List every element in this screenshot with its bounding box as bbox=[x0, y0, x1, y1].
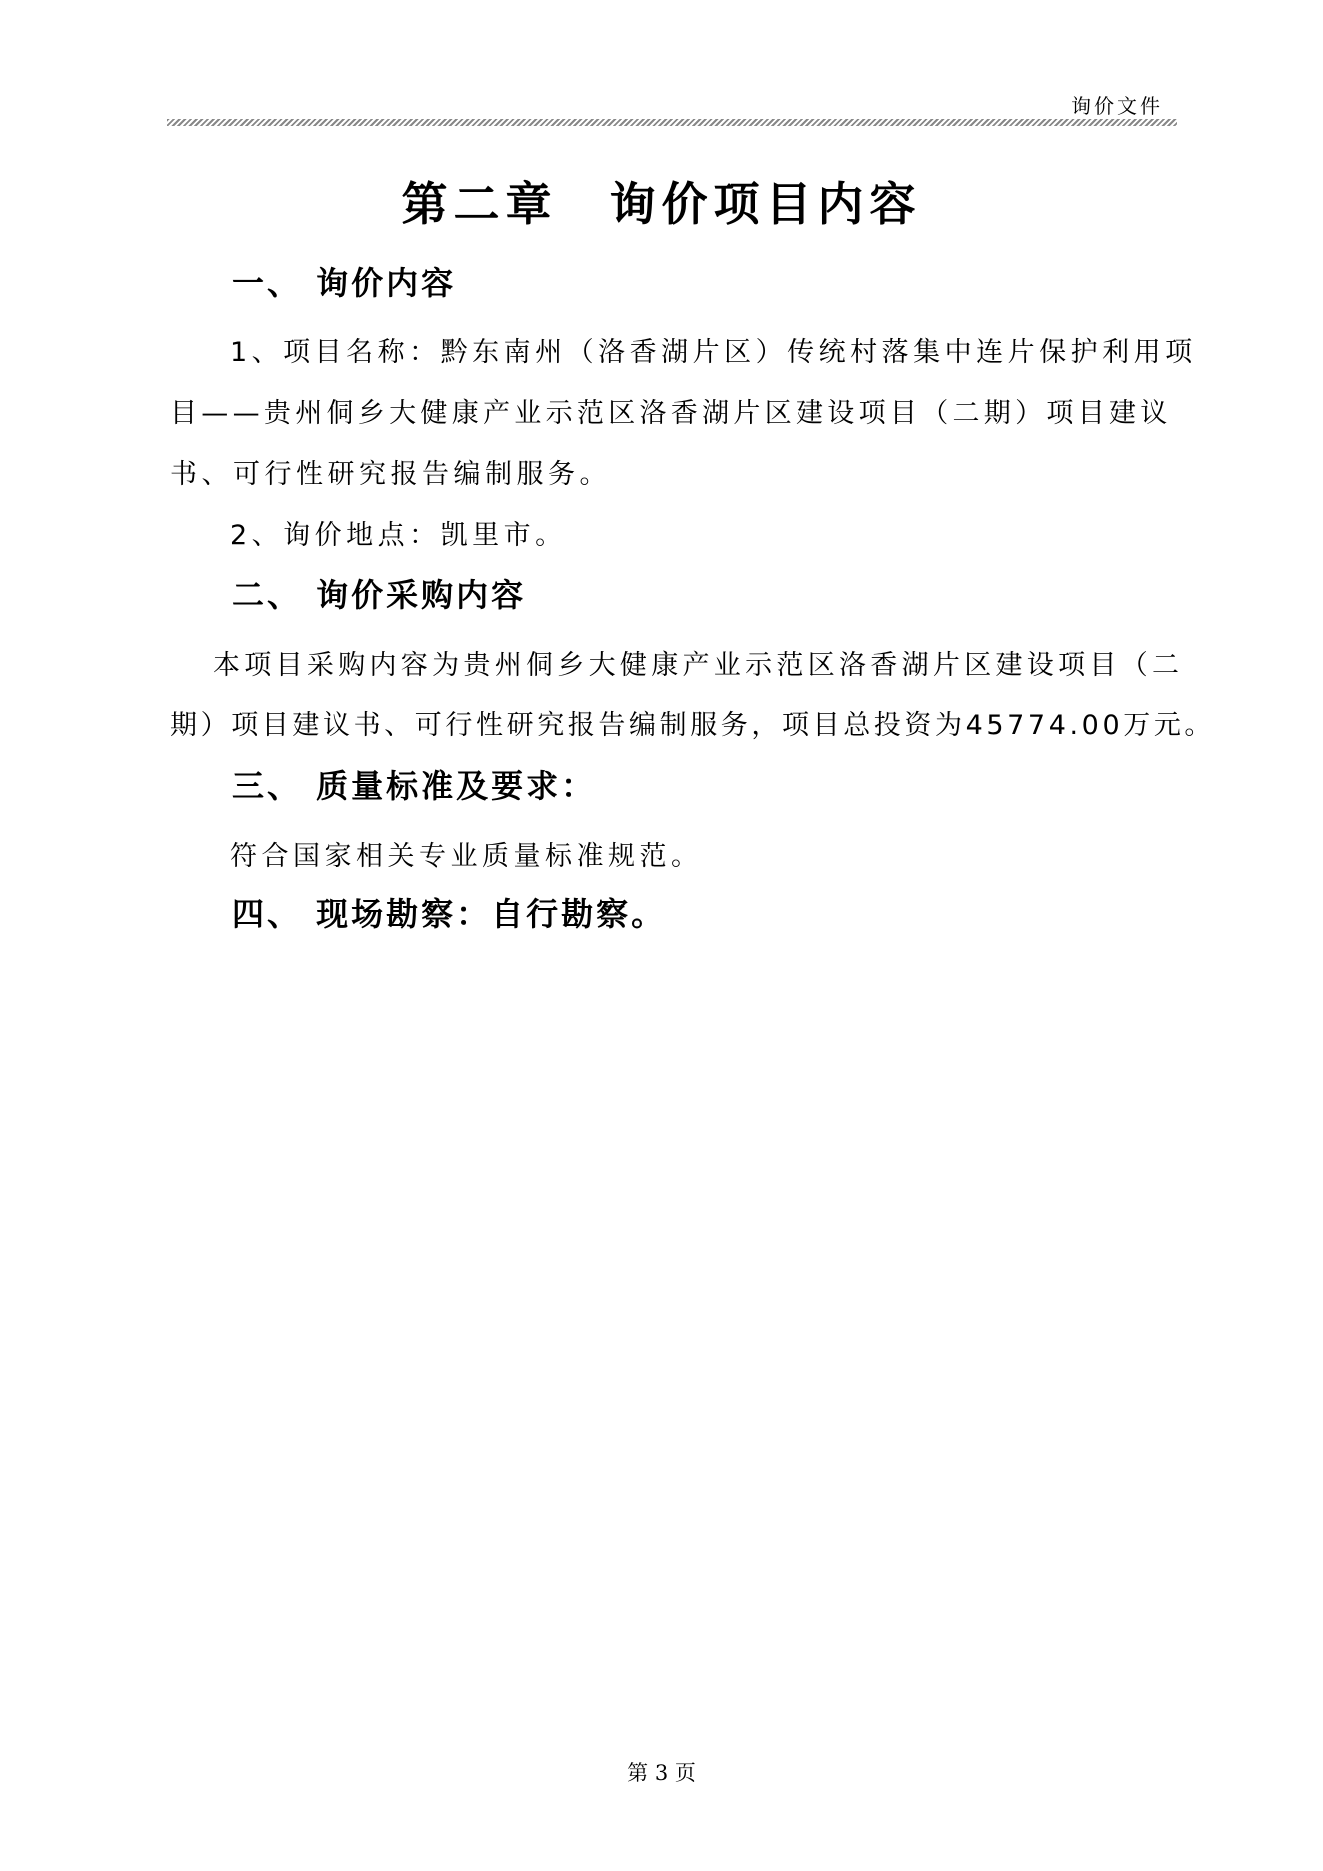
section-heading-2: 二、 询价采购内容 bbox=[232, 576, 527, 614]
s3-body: 符合国家相关专业质量标准规范。 bbox=[230, 841, 703, 872]
item1-line-2: 目——贵州侗乡大健康产业示范区洛香湖片区建设项目（二期）项目建议 bbox=[170, 398, 1172, 429]
item1-line-1: 1、项目名称：黔东南州（洛香湖片区）传统村落集中连片保护利用项 bbox=[230, 337, 1197, 368]
s2-body-line-2: 期）项目建议书、可行性研究报告编制服务，项目总投资为45774.00万元。 bbox=[170, 710, 1216, 741]
section-heading-1: 一、 询价内容 bbox=[232, 264, 457, 302]
chapter-title: 第二章 询价项目内容 bbox=[401, 177, 922, 231]
document-header-label: 询价文件 bbox=[1071, 94, 1163, 118]
section-heading-4: 四、 现场勘察：自行勘察。 bbox=[232, 895, 667, 933]
page-number: 第 3 页 bbox=[627, 1761, 696, 1785]
header-divider bbox=[167, 119, 1177, 126]
item1-line-3: 书、可行性研究报告编制服务。 bbox=[170, 459, 611, 490]
section-heading-3: 三、 质量标准及要求： bbox=[232, 767, 597, 805]
item2-text: 2、询价地点：凯里市。 bbox=[230, 520, 567, 551]
s2-body-line-1: 本项目采购内容为贵州侗乡大健康产业示范区洛香湖片区建设项目（二 bbox=[213, 650, 1184, 681]
